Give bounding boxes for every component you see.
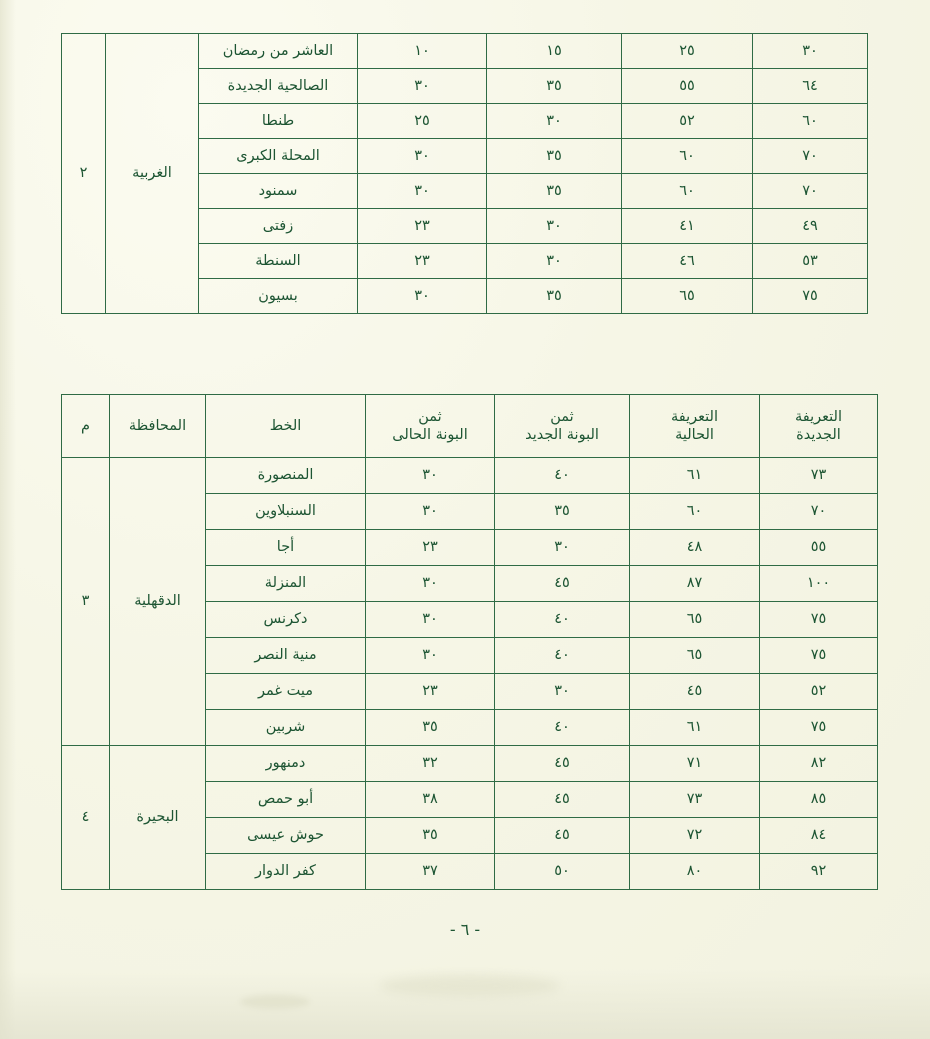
cell-index: ٤ xyxy=(62,746,110,890)
cell-new-bona-price: ٣٥ xyxy=(487,279,622,314)
cell-new-tariff: ٧٣ xyxy=(760,458,878,494)
cell-current-tariff: ٧٣ xyxy=(630,782,760,818)
cell-current-bona-price: ٣٠ xyxy=(358,174,487,209)
cell-new-tariff: ١٠٠ xyxy=(760,566,878,602)
cell-current-bona-price: ٣٥ xyxy=(366,818,495,854)
cell-new-bona-price: ٣٠ xyxy=(495,674,630,710)
cell-current-tariff: ٤٨ xyxy=(630,530,760,566)
cell-new-tariff: ٥٥ xyxy=(760,530,878,566)
cell-current-bona-price: ٢٣ xyxy=(358,244,487,279)
table-header-row xyxy=(62,395,878,458)
cell-current-bona-price: ٣٠ xyxy=(366,494,495,530)
cell-route: أجا xyxy=(206,530,366,566)
cell-new-bona-price: ٤٠ xyxy=(495,458,630,494)
cell-current-tariff: ٧٢ xyxy=(630,818,760,854)
tariff-table-continuation xyxy=(61,33,868,314)
cell-route: العاشر من رمضان xyxy=(199,34,358,69)
cell-current-tariff: ٦٥ xyxy=(622,279,753,314)
cell-route: السنطة xyxy=(199,244,358,279)
cell-current-bona-price: ٣٠ xyxy=(366,458,495,494)
cell-current-tariff: ٦٠ xyxy=(622,174,753,209)
cell-new-tariff: ٦٠ xyxy=(753,104,868,139)
cell-current-tariff: ٧١ xyxy=(630,746,760,782)
column-header-current-tariff: التعريفة الحالية xyxy=(630,395,760,458)
cell-current-bona-price: ١٠ xyxy=(358,34,487,69)
cell-route: كفر الدوار xyxy=(206,854,366,890)
cell-route: السنبلاوين xyxy=(206,494,366,530)
cell-new-tariff: ٧٥ xyxy=(760,602,878,638)
cell-current-tariff: ٦٠ xyxy=(622,139,753,174)
column-header-index: م xyxy=(62,395,110,458)
cell-route: دكرنس xyxy=(206,602,366,638)
column-header-current-bona-price: ثمن البونة الحالى xyxy=(366,395,495,458)
cell-route: زفتى xyxy=(199,209,358,244)
cell-new-tariff: ٤٩ xyxy=(753,209,868,244)
cell-current-tariff: ٨٧ xyxy=(630,566,760,602)
cell-route: الصالحية الجديدة xyxy=(199,69,358,104)
cell-new-tariff: ٧٥ xyxy=(760,710,878,746)
cell-current-tariff: ٦١ xyxy=(630,710,760,746)
cell-new-bona-price: ٣٥ xyxy=(487,69,622,104)
cell-route: المنزلة xyxy=(206,566,366,602)
cell-current-tariff: ٨٠ xyxy=(630,854,760,890)
cell-new-bona-price: ٣٠ xyxy=(487,104,622,139)
cell-governorate: الغربية xyxy=(106,34,199,314)
cell-current-tariff: ٦٥ xyxy=(630,638,760,674)
table-row xyxy=(62,34,868,69)
cell-current-tariff: ٤٥ xyxy=(630,674,760,710)
cell-current-bona-price: ٢٥ xyxy=(358,104,487,139)
cell-current-tariff: ٥٢ xyxy=(622,104,753,139)
cell-current-bona-price: ٣٨ xyxy=(366,782,495,818)
cell-current-tariff: ٦٥ xyxy=(630,602,760,638)
table-row xyxy=(62,458,878,494)
column-header-route: الخط xyxy=(206,395,366,458)
cell-new-bona-price: ٤٥ xyxy=(495,566,630,602)
cell-current-tariff: ٢٥ xyxy=(622,34,753,69)
cell-new-bona-price: ٤٥ xyxy=(495,782,630,818)
cell-new-tariff: ٩٢ xyxy=(760,854,878,890)
cell-current-bona-price: ٣٠ xyxy=(366,566,495,602)
cell-new-bona-price: ٤٥ xyxy=(495,818,630,854)
cell-route: طنطا xyxy=(199,104,358,139)
cell-new-tariff: ٧٥ xyxy=(753,279,868,314)
cell-governorate: البحيرة xyxy=(110,746,206,890)
cell-new-bona-price: ٣٥ xyxy=(495,494,630,530)
cell-route: شربين xyxy=(206,710,366,746)
cell-current-tariff: ٦١ xyxy=(630,458,760,494)
cell-index: ٣ xyxy=(62,458,110,746)
cell-new-tariff: ٥٣ xyxy=(753,244,868,279)
cell-current-tariff: ٤١ xyxy=(622,209,753,244)
cell-governorate: الدقهلية xyxy=(110,458,206,746)
cell-current-bona-price: ٣٥ xyxy=(366,710,495,746)
table-body xyxy=(62,395,878,890)
cell-new-bona-price: ١٥ xyxy=(487,34,622,69)
paper-stain xyxy=(380,975,560,997)
cell-route: أبو حمص xyxy=(206,782,366,818)
cell-new-tariff: ٧٠ xyxy=(753,139,868,174)
cell-current-bona-price: ٣٠ xyxy=(366,638,495,674)
cell-current-bona-price: ٢٣ xyxy=(358,209,487,244)
cell-new-bona-price: ٤٠ xyxy=(495,710,630,746)
cell-new-tariff: ٣٠ xyxy=(753,34,868,69)
cell-index: ٢ xyxy=(62,34,106,314)
cell-new-tariff: ٨٥ xyxy=(760,782,878,818)
cell-current-bona-price: ٣٠ xyxy=(366,602,495,638)
cell-new-bona-price: ٣٠ xyxy=(487,209,622,244)
cell-route: المنصورة xyxy=(206,458,366,494)
table-body xyxy=(62,34,868,314)
cell-new-tariff: ٥٢ xyxy=(760,674,878,710)
cell-route: سمنود xyxy=(199,174,358,209)
cell-new-bona-price: ٤٠ xyxy=(495,638,630,674)
cell-new-bona-price: ٣٠ xyxy=(487,244,622,279)
cell-current-bona-price: ٢٣ xyxy=(366,674,495,710)
cell-new-tariff: ٨٤ xyxy=(760,818,878,854)
table-row xyxy=(62,746,878,782)
column-header-governorate: المحافظة xyxy=(110,395,206,458)
column-header-new-tariff: التعريفة الجديدة xyxy=(760,395,878,458)
cell-new-bona-price: ٤٠ xyxy=(495,602,630,638)
cell-route: المحلة الكبرى xyxy=(199,139,358,174)
tariff-table-main xyxy=(61,394,878,890)
page-number: - ٦ - xyxy=(449,920,481,939)
cell-route: بسيون xyxy=(199,279,358,314)
cell-route: حوش عيسى xyxy=(206,818,366,854)
cell-new-tariff: ٨٢ xyxy=(760,746,878,782)
cell-current-bona-price: ٣٧ xyxy=(366,854,495,890)
cell-current-tariff: ٦٠ xyxy=(630,494,760,530)
column-header-new-bona-price: ثمن البونة الجديد xyxy=(495,395,630,458)
cell-current-bona-price: ٣٠ xyxy=(358,69,487,104)
cell-new-bona-price: ٣٠ xyxy=(495,530,630,566)
cell-new-tariff: ٦٤ xyxy=(753,69,868,104)
paper-stain xyxy=(240,995,310,1009)
cell-route: دمنهور xyxy=(206,746,366,782)
cell-current-bona-price: ٢٣ xyxy=(366,530,495,566)
cell-new-bona-price: ٣٥ xyxy=(487,174,622,209)
cell-new-tariff: ٧٥ xyxy=(760,638,878,674)
cell-new-bona-price: ٤٥ xyxy=(495,746,630,782)
cell-route: ميت غمر xyxy=(206,674,366,710)
cell-current-bona-price: ٣٠ xyxy=(358,279,487,314)
cell-new-tariff: ٧٠ xyxy=(760,494,878,530)
cell-current-bona-price: ٣٠ xyxy=(358,139,487,174)
cell-route: منية النصر xyxy=(206,638,366,674)
cell-new-bona-price: ٥٠ xyxy=(495,854,630,890)
cell-new-tariff: ٧٠ xyxy=(753,174,868,209)
cell-new-bona-price: ٣٥ xyxy=(487,139,622,174)
cell-current-tariff: ٤٦ xyxy=(622,244,753,279)
cell-current-bona-price: ٣٢ xyxy=(366,746,495,782)
cell-current-tariff: ٥٥ xyxy=(622,69,753,104)
